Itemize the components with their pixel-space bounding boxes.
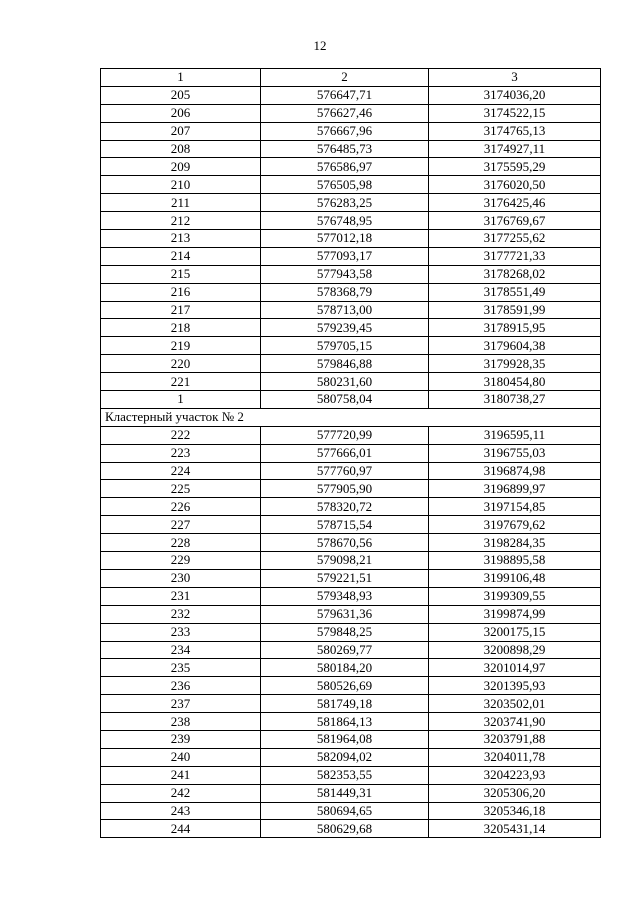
cell-coord-y: 3178591,99 (429, 301, 601, 319)
cell-point-number: 242 (101, 784, 261, 802)
cell-coord-x: 579221,51 (261, 569, 429, 587)
cell-coord-x: 579631,36 (261, 605, 429, 623)
table-row (101, 820, 601, 838)
cell-coord-y: 3174765,13 (429, 122, 601, 140)
cell-point-number: 228 (101, 534, 261, 552)
cell-coord-x: 580231,60 (261, 373, 429, 391)
cell-coord-y: 3176020,50 (429, 176, 601, 194)
table-row (101, 373, 601, 391)
cell-coord-x: 578713,00 (261, 301, 429, 319)
cell-coord-y: 3178551,49 (429, 283, 601, 301)
cell-coord-x: 576505,98 (261, 176, 429, 194)
cell-coord-y: 3174036,20 (429, 86, 601, 104)
coordinates-table (100, 68, 601, 838)
cell-point-number: 229 (101, 552, 261, 570)
table-row (101, 534, 601, 552)
cell-coord-y: 3203791,88 (429, 730, 601, 748)
cell-coord-x: 579348,93 (261, 587, 429, 605)
table-row (101, 230, 601, 248)
table-row (101, 659, 601, 677)
cell-coord-x: 581749,18 (261, 695, 429, 713)
cell-point-number: 236 (101, 677, 261, 695)
cell-coord-x: 582353,55 (261, 766, 429, 784)
table-row (101, 766, 601, 784)
cell-coord-x: 577760,97 (261, 462, 429, 480)
table-row (101, 605, 601, 623)
cell-point-number: 213 (101, 230, 261, 248)
cell-coord-y: 3197679,62 (429, 516, 601, 534)
cell-coord-y: 3179604,38 (429, 337, 601, 355)
column-header-x: 2 (261, 69, 429, 87)
cell-coord-y: 3200175,15 (429, 623, 601, 641)
cell-coord-y: 3199106,48 (429, 569, 601, 587)
cell-coord-x: 578670,56 (261, 534, 429, 552)
cell-coord-y: 3178268,02 (429, 265, 601, 283)
cell-coord-y: 3177255,62 (429, 230, 601, 248)
cell-coord-y: 3198895,58 (429, 552, 601, 570)
cell-point-number: 220 (101, 355, 261, 373)
cell-point-number: 244 (101, 820, 261, 838)
cell-coord-x: 577012,18 (261, 230, 429, 248)
table-row (101, 140, 601, 158)
cell-point-number: 234 (101, 641, 261, 659)
table-row (101, 426, 601, 444)
cell-coord-x: 578715,54 (261, 516, 429, 534)
cell-coord-y: 3196874,98 (429, 462, 601, 480)
cell-coord-y: 3198284,35 (429, 534, 601, 552)
table-row (101, 623, 601, 641)
cell-coord-y: 3180454,80 (429, 373, 601, 391)
cell-point-number: 227 (101, 516, 261, 534)
cell-point-number: 209 (101, 158, 261, 176)
table-row (101, 587, 601, 605)
cell-coord-y: 3205306,20 (429, 784, 601, 802)
cell-coord-x: 581449,31 (261, 784, 429, 802)
cell-point-number: 210 (101, 176, 261, 194)
cell-coord-y: 3174522,15 (429, 104, 601, 122)
table-row (101, 784, 601, 802)
cell-coord-x: 578368,79 (261, 283, 429, 301)
cell-coord-x: 576748,95 (261, 212, 429, 230)
cell-point-number: 232 (101, 605, 261, 623)
cell-coord-x: 577943,58 (261, 265, 429, 283)
table-row (101, 713, 601, 731)
table-row (101, 337, 601, 355)
cell-coord-y: 3205346,18 (429, 802, 601, 820)
cell-coord-y: 3180738,27 (429, 391, 601, 409)
cell-point-number: 208 (101, 140, 261, 158)
table-row (101, 695, 601, 713)
table-row (101, 498, 601, 516)
section-title: Кластерный участок № 2 (101, 408, 601, 426)
cell-coord-y: 3200898,29 (429, 641, 601, 659)
cell-point-number: 212 (101, 212, 261, 230)
cell-point-number: 235 (101, 659, 261, 677)
section-header-row (101, 408, 601, 426)
table-row (101, 194, 601, 212)
cell-coord-x: 577720,99 (261, 426, 429, 444)
cell-point-number: 218 (101, 319, 261, 337)
table-row (101, 104, 601, 122)
cell-point-number: 230 (101, 569, 261, 587)
cell-coord-y: 3196755,03 (429, 444, 601, 462)
cell-point-number: 221 (101, 373, 261, 391)
cell-coord-x: 577093,17 (261, 247, 429, 265)
cell-coord-x: 577905,90 (261, 480, 429, 498)
cell-coord-y: 3199874,99 (429, 605, 601, 623)
cell-point-number: 215 (101, 265, 261, 283)
cell-point-number: 238 (101, 713, 261, 731)
cell-coord-y: 3204011,78 (429, 748, 601, 766)
cell-coord-y: 3201395,93 (429, 677, 601, 695)
cell-coord-x: 576667,96 (261, 122, 429, 140)
cell-coord-x: 581864,13 (261, 713, 429, 731)
cell-coord-x: 576485,73 (261, 140, 429, 158)
cell-coord-x: 580758,04 (261, 391, 429, 409)
cell-point-number: 207 (101, 122, 261, 140)
table-row (101, 122, 601, 140)
cell-point-number: 231 (101, 587, 261, 605)
cell-point-number: 216 (101, 283, 261, 301)
cell-coord-y: 3203741,90 (429, 713, 601, 731)
table-row (101, 462, 601, 480)
table-row (101, 730, 601, 748)
coordinates-table-body (101, 69, 601, 838)
column-header-y: 3 (429, 69, 601, 87)
cell-point-number: 219 (101, 337, 261, 355)
cell-coord-x: 576627,46 (261, 104, 429, 122)
table-row (101, 158, 601, 176)
cell-coord-y: 3176425,46 (429, 194, 601, 212)
page-number: 12 (313, 38, 327, 53)
cell-coord-y: 3179928,35 (429, 355, 601, 373)
cell-point-number: 214 (101, 247, 261, 265)
cell-point-number: 206 (101, 104, 261, 122)
cell-coord-y: 3205431,14 (429, 820, 601, 838)
table-row (101, 569, 601, 587)
column-header-number: 1 (101, 69, 261, 87)
cell-coord-x: 580184,20 (261, 659, 429, 677)
cell-point-number: 240 (101, 748, 261, 766)
cell-coord-y: 3201014,97 (429, 659, 601, 677)
cell-coord-y: 3178915,95 (429, 319, 601, 337)
cell-point-number: 241 (101, 766, 261, 784)
cell-coord-y: 3196899,97 (429, 480, 601, 498)
table-row (101, 176, 601, 194)
table-row (101, 748, 601, 766)
cell-point-number: 226 (101, 498, 261, 516)
cell-point-number: 205 (101, 86, 261, 104)
table-row (101, 516, 601, 534)
table-header-row (101, 69, 601, 87)
cell-point-number: 222 (101, 426, 261, 444)
cell-coord-x: 578320,72 (261, 498, 429, 516)
cell-coord-x: 580694,65 (261, 802, 429, 820)
cell-coord-x: 580269,77 (261, 641, 429, 659)
cell-point-number: 225 (101, 480, 261, 498)
cell-coord-x: 580526,69 (261, 677, 429, 695)
cell-coord-y: 3196595,11 (429, 426, 601, 444)
cell-point-number: 243 (101, 802, 261, 820)
cell-coord-y: 3197154,85 (429, 498, 601, 516)
cell-coord-y: 3177721,33 (429, 247, 601, 265)
cell-coord-x: 577666,01 (261, 444, 429, 462)
cell-coord-x: 579239,45 (261, 319, 429, 337)
cell-coord-x: 576647,71 (261, 86, 429, 104)
cell-point-number: 223 (101, 444, 261, 462)
table-row (101, 283, 601, 301)
cell-point-number: 217 (101, 301, 261, 319)
cell-coord-y: 3175595,29 (429, 158, 601, 176)
table-row (101, 301, 601, 319)
cell-coord-x: 581964,08 (261, 730, 429, 748)
cell-coord-x: 579098,21 (261, 552, 429, 570)
cell-point-number: 211 (101, 194, 261, 212)
cell-coord-x: 579705,15 (261, 337, 429, 355)
cell-coord-y: 3176769,67 (429, 212, 601, 230)
cell-coord-y: 3203502,01 (429, 695, 601, 713)
cell-point-number: 224 (101, 462, 261, 480)
table-row (101, 391, 601, 409)
table-row (101, 444, 601, 462)
table-row (101, 212, 601, 230)
cell-coord-x: 580629,68 (261, 820, 429, 838)
table-row (101, 641, 601, 659)
cell-coord-x: 576283,25 (261, 194, 429, 212)
table-row (101, 802, 601, 820)
table-row (101, 552, 601, 570)
cell-point-number: 239 (101, 730, 261, 748)
cell-point-number: 233 (101, 623, 261, 641)
cell-point-number: 1 (101, 391, 261, 409)
cell-coord-x: 579846,88 (261, 355, 429, 373)
table-row (101, 86, 601, 104)
table-row (101, 480, 601, 498)
cell-coord-y: 3174927,11 (429, 140, 601, 158)
table-row (101, 247, 601, 265)
cell-coord-y: 3204223,93 (429, 766, 601, 784)
table-row (101, 265, 601, 283)
table-row (101, 355, 601, 373)
cell-point-number: 237 (101, 695, 261, 713)
cell-coord-x: 582094,02 (261, 748, 429, 766)
cell-coord-x: 576586,97 (261, 158, 429, 176)
table-row (101, 677, 601, 695)
cell-coord-x: 579848,25 (261, 623, 429, 641)
cell-coord-y: 3199309,55 (429, 587, 601, 605)
table-row (101, 319, 601, 337)
